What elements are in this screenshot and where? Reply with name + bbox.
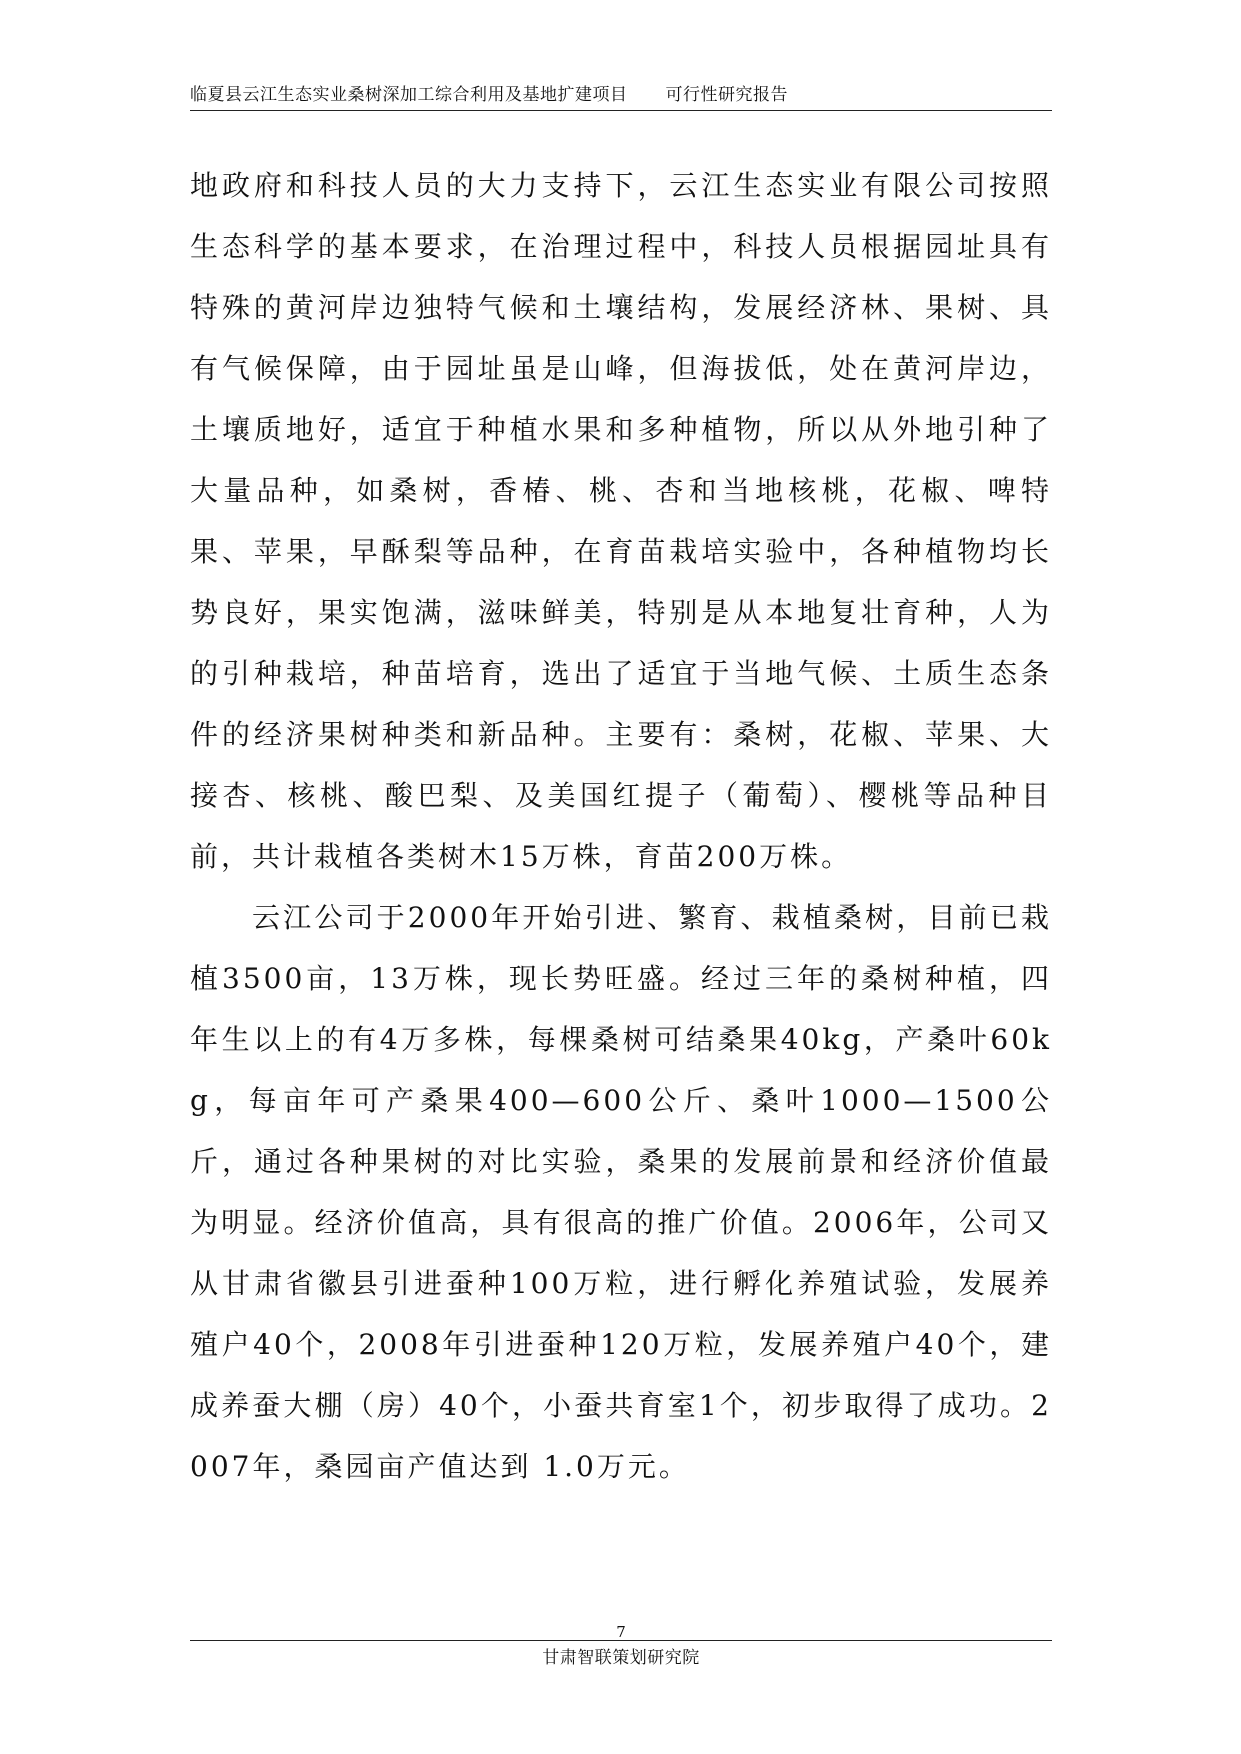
running-header <box>190 80 1050 110</box>
header-rule <box>190 110 1052 111</box>
body-text <box>190 155 1052 1497</box>
header-report-type: 可行性研究报告 <box>665 85 788 105</box>
paragraph-continued: 地政府和科技人员的大力支持下，云江生态实业有限公司按照生态科学的基本要求，在治理过程中，科技人员根据园址具有特殊的黄河岸边独特气候和土壤结构，发展经济林、果树、具有气候保障，由于园址虽是山峰，但海拔低，处在黄河岸边，土壤质地好，适宜于种植水果和多种植物，所以从外地引种了大量品种，如桑树，香椿、桃、杏和当地核桃，花椒、啤特果、苹果，早酥梨等品种，在育苗栽培实验中，各种植物均长势良好，果实饱满，滋味鲜美，特别是从本地复壮育种，人为的引种栽培，种苗培育，选出了适宜于当地气候、土质生态条件的经济果树种类和新品种。主要有：桑树，花椒、苹果、大接杏、核桃、酸巴梨、及美国红提子（葡萄）、樱桃等品种目前，共计栽植各类树木15万株，育苗200万株。 <box>190 169 1052 873</box>
page-number: 7 <box>616 1623 626 1641</box>
footer-organization: 甘肃智联策划研究院 <box>542 1648 700 1668</box>
header-project-title: 临夏县云江生态实业桑树深加工综合利用及基地扩建项目 <box>190 85 628 105</box>
paragraph-mulberry-cultivation: 云江公司于2000年开始引进、繁育、栽植桑树，目前已栽植3500亩，13万株，现长势旺盛。经过三年的桑树种植，四年生以上的有4万多株，每棵桑树可结桑果40kg，产桑叶60kg，每亩年可产桑果400—600公斤、桑叶1000—1500公斤，通过各种果树的对比实验，桑果的发展前景和经济价值最为明显。经济价值高，具有很高的推广价值。2006年，公司又从甘肃省徽县引进蚕种100万粒，进行孵化养殖试验，发展养殖户40个，2008年引进蚕种120万粒，发展养殖户40个，建成养蚕大棚（房）40个，小蚕共育室1个，初步取得了成功。2007年，桑园亩产值达到 1.0万元。 <box>190 901 1052 1483</box>
footer-rule <box>190 1640 1052 1641</box>
